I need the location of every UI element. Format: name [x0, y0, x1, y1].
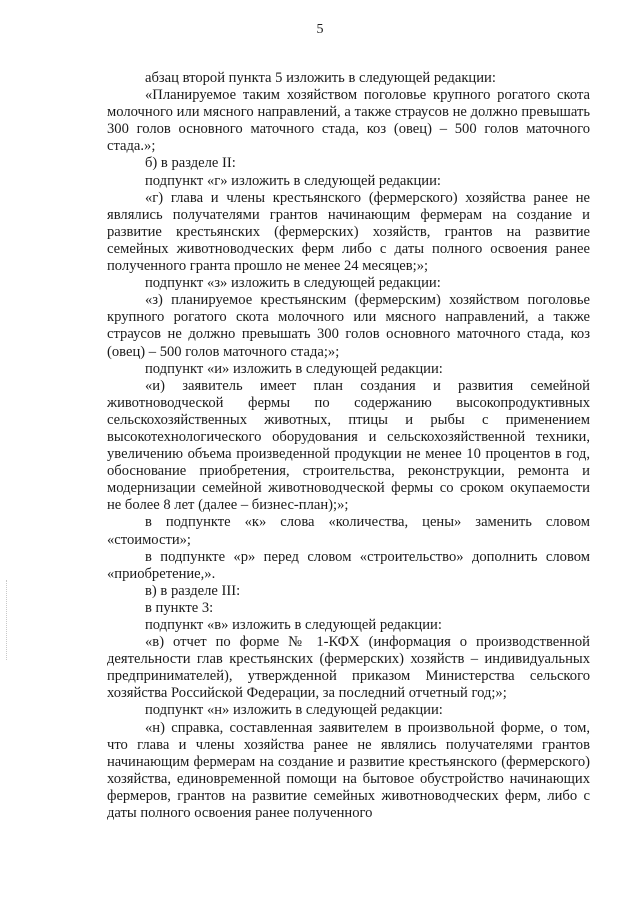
paragraph-subitem-z-heading: подпункт «з» изложить в следующей редакции:: [145, 275, 441, 292]
paragraph-subitem-n-text: «н) справка, составленная заявителем в произвольной форме, о том, что глава и члены хозяйства ранее не являлись получателями грантов начинающим фермерам на создание и развитие крестьянского (фермерского) хозяйства, единовременной помощи на бытовое обустройство начинающих фермеров, грантов на развитие семейных животноводческих ферм, либо с даты полного освоения ранее полученного: [107, 719, 590, 822]
paragraph-subitem-i-text: «и) заявитель имеет план создания и развития семейной животноводческой фермы по содержанию высокопродуктивных сельскохозяйственных животных, птицы и рыбы с применением высокотехнологического оборудования и сельскохозяйственной техники, увеличению объема произведенной продукции не менее 10 процентов в год, обоснование приобретения, строительства, реконструкции, ремонта и модернизации семейной животноводческой фермы со сроком окупаемости не более 8 лет (далее – бизнес-план);»;: [107, 377, 590, 514]
paragraph-point-3: в пункте 3:: [145, 599, 214, 616]
paragraph-intro: абзац второй пункта 5 изложить в следующей редакции:: [145, 70, 496, 86]
paragraph-subitem-r: в подпункте «р» перед словом «строительство» дополнить словом «приобретение,».: [107, 548, 590, 582]
paragraph-subitem-g-text: «г) глава и члены крестьянского (фермерского) хозяйства ранее не являлись получателями грантов начинающим фермерам на создание и развитие крестьянских (фермерских) хозяйств, грантов на развитие семейных животноводческих ферм либо с даты полного освоения ранее полученного гранта прошло не менее 24 месяцев;»;: [107, 189, 590, 275]
paragraph-subitem-i-heading: подпункт «и» изложить в следующей редакции:: [145, 360, 443, 377]
paragraph-quote-livestock: «Планируемое таким хозяйством поголовье крупного рогатого скота молочного или мясного направлений, а также страусов не должно превышать 300 голов основного маточного стада, коз (овец) – 500 голов маточного стада.»;: [107, 87, 590, 155]
paragraph-section-ii: б) в разделе II:: [145, 155, 236, 172]
paragraph-subitem-v-text: «в) отчет по форме № 1-КФХ (информация о производственной деятельности глав крестьянских (фермерских) хозяйств – индивидуальных предпринимателей), утвержденной приказом Министерства сельского хозяйства Российской Федерации, за последний отчетный год;»;: [107, 634, 590, 702]
paragraph-section-iii: в) в разделе III:: [145, 582, 241, 599]
paragraph-subitem-v-heading: подпункт «в» изложить в следующей редакции:: [145, 617, 442, 633]
paragraph-subitem-n-heading: подпункт «н» изложить в следующей редакции:: [145, 702, 443, 719]
paragraph-subitem-z-text: «з) планируемое крестьянским (фермерским) хозяйством поголовье крупного рогатого скота молочного или мясного направлений, а также страусов не должно превышать 300 голов основного маточного стада, коз (овец) – 500 голов маточного стада;»;: [107, 292, 590, 360]
paragraph-subitem-g-heading: подпункт «г» изложить в следующей редакции:: [145, 172, 441, 189]
binding-marks: [6, 580, 9, 660]
document-body: [107, 70, 590, 822]
page-number: 5: [316, 22, 324, 37]
paragraph-subitem-k: в подпункте «к» слова «количества, цены» заменить словом «стоимости»;: [107, 514, 590, 548]
